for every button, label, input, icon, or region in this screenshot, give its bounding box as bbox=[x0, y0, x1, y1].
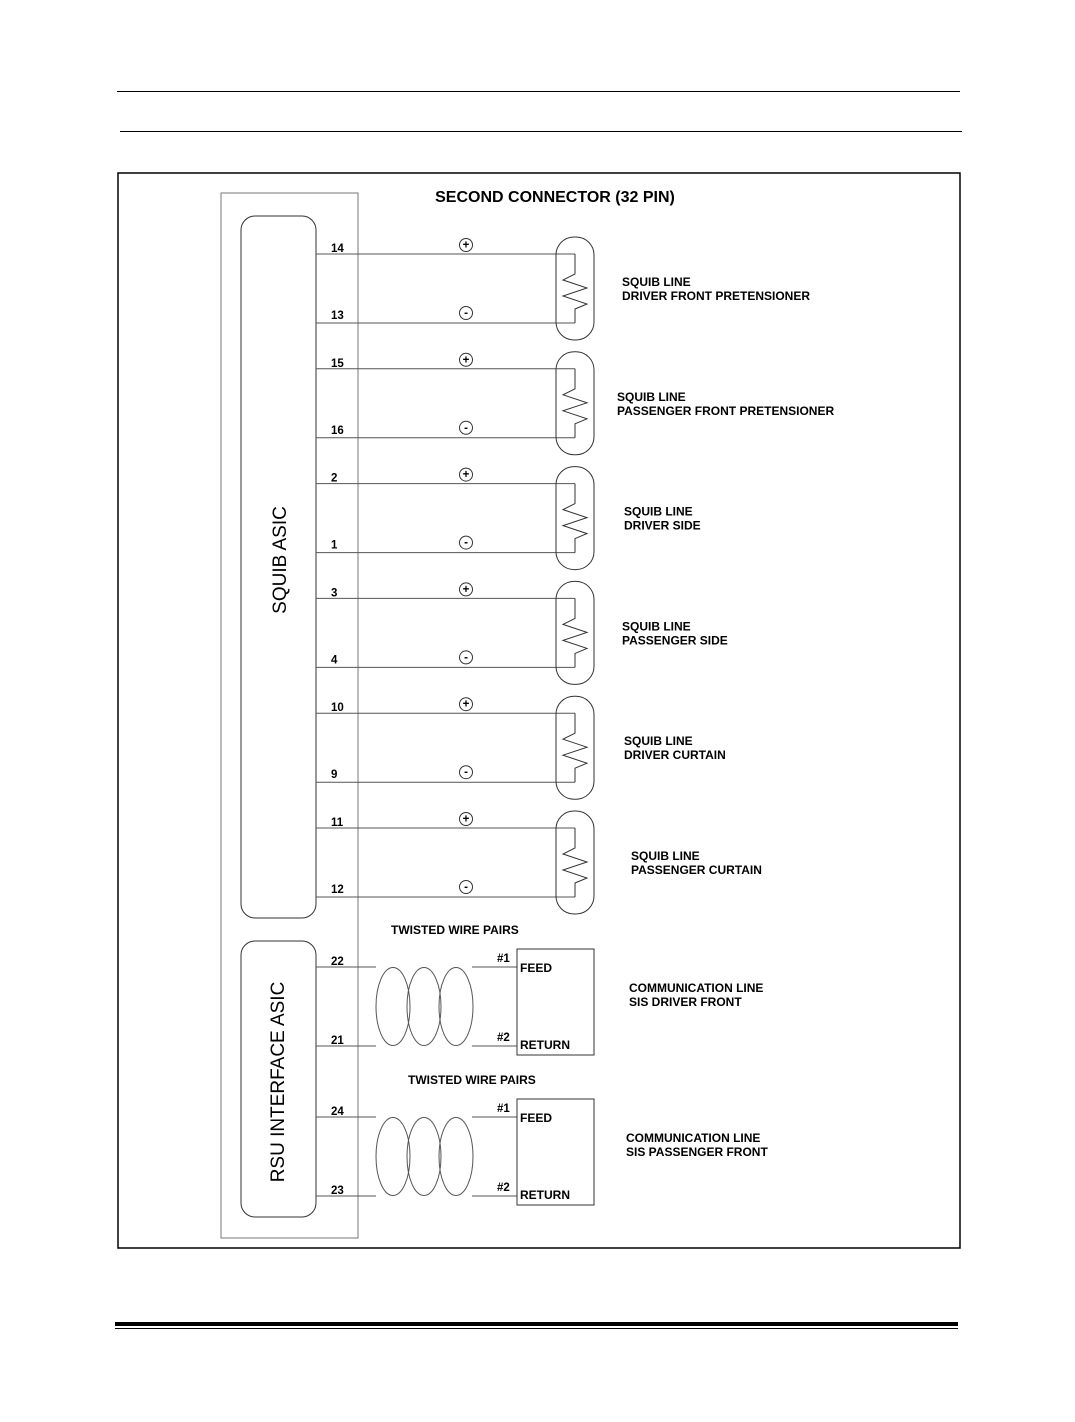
communication-line-label: COMMUNICATION LINE bbox=[626, 1131, 761, 1145]
communication-circuit bbox=[316, 1073, 768, 1205]
plus-sign: + bbox=[462, 469, 470, 482]
squib-circuit bbox=[316, 237, 810, 340]
pin-number: 21 bbox=[331, 1035, 344, 1047]
diagram-title: SECOND CONNECTOR (32 PIN) bbox=[435, 189, 675, 206]
resistor-icon bbox=[563, 713, 587, 782]
pin-number: 2 bbox=[331, 472, 338, 485]
squib-line-description: PASSENGER FRONT PRETENSIONER bbox=[617, 403, 835, 418]
twisted-pair-loop bbox=[376, 1118, 410, 1196]
minus-sign: - bbox=[464, 881, 468, 894]
pin-number: 16 bbox=[331, 424, 344, 437]
pin-number: 1 bbox=[331, 539, 338, 552]
squib-body bbox=[556, 696, 594, 799]
resistor-icon bbox=[563, 369, 587, 438]
pin-number: 23 bbox=[331, 1185, 344, 1197]
twisted-pairs-header: TWISTED WIRE PAIRS bbox=[391, 923, 519, 937]
pin-number: 24 bbox=[331, 1106, 344, 1118]
squib-line-label: SQUIB LINE bbox=[622, 619, 691, 634]
communication-line-description: SIS PASSENGER FRONT bbox=[626, 1145, 768, 1159]
pin-number: 15 bbox=[331, 357, 344, 370]
squib-line-description: DRIVER FRONT PRETENSIONER bbox=[622, 289, 811, 303]
resistor-icon bbox=[563, 484, 587, 553]
pin-number: 4 bbox=[331, 654, 338, 667]
squib-asic-label: SQUIB ASIC bbox=[270, 506, 291, 614]
squib-body bbox=[556, 467, 594, 570]
plus-sign: + bbox=[462, 239, 470, 252]
plus-sign: + bbox=[462, 583, 470, 596]
terminal-label: #1 bbox=[497, 953, 510, 965]
return-label: RETURN bbox=[520, 1038, 570, 1052]
squib-line-description: DRIVER CURTAIN bbox=[624, 748, 726, 763]
communication-line-description: SIS DRIVER FRONT bbox=[629, 995, 742, 1009]
terminal-label: #1 bbox=[497, 1103, 510, 1115]
communication-line-label: COMMUNICATION LINE bbox=[629, 981, 764, 995]
pin-number: 11 bbox=[331, 817, 344, 829]
twisted-pair-loop bbox=[376, 968, 410, 1046]
terminal-label: #2 bbox=[497, 1032, 510, 1044]
twisted-pair-loop bbox=[439, 968, 473, 1046]
squib-circuit bbox=[316, 352, 834, 455]
squib-line-label: SQUIB LINE bbox=[624, 734, 693, 749]
return-label: RETURN bbox=[520, 1188, 570, 1202]
communication-circuit bbox=[316, 923, 763, 1055]
pin-number: 12 bbox=[331, 884, 344, 896]
terminal-label: #2 bbox=[497, 1182, 510, 1194]
squib-line-label: SQUIB LINE bbox=[631, 849, 700, 863]
squib-line-label: SQUIB LINE bbox=[624, 504, 693, 519]
squib-line-description: PASSENGER CURTAIN bbox=[631, 863, 762, 877]
squib-circuit bbox=[316, 696, 726, 799]
resistor-icon bbox=[563, 254, 587, 323]
resistor-icon bbox=[563, 598, 587, 667]
minus-sign: - bbox=[464, 766, 468, 779]
pin-number: 14 bbox=[331, 243, 344, 255]
twisted-pair-loop bbox=[407, 1118, 441, 1196]
plus-sign: + bbox=[462, 813, 470, 826]
squib-line-label: SQUIB LINE bbox=[622, 275, 691, 289]
squib-line-description: PASSENGER SIDE bbox=[622, 633, 728, 648]
squib-body bbox=[556, 352, 594, 455]
squib-circuit bbox=[316, 811, 762, 914]
squib-body bbox=[556, 237, 594, 340]
pin-number: 10 bbox=[331, 702, 344, 715]
twisted-pairs-header: TWISTED WIRE PAIRS bbox=[408, 1073, 536, 1087]
pin-number: 22 bbox=[331, 956, 344, 968]
feed-label: FEED bbox=[520, 1111, 553, 1125]
rsu-asic-label: RSU INTERFACE ASIC bbox=[268, 981, 289, 1183]
squib-body bbox=[556, 581, 594, 684]
twisted-pair-loop bbox=[439, 1118, 473, 1196]
feed-label: FEED bbox=[520, 961, 553, 975]
pin-number: 13 bbox=[331, 310, 344, 322]
module-housing bbox=[221, 193, 358, 1238]
minus-sign: - bbox=[464, 422, 468, 435]
squib-circuit bbox=[316, 581, 728, 684]
minus-sign: - bbox=[464, 307, 468, 320]
squib-body bbox=[556, 811, 594, 914]
squib-line-description: DRIVER SIDE bbox=[624, 518, 701, 533]
squib-circuit bbox=[316, 467, 701, 570]
twisted-pair-loop bbox=[407, 968, 441, 1046]
plus-sign: + bbox=[462, 698, 470, 711]
minus-sign: - bbox=[464, 537, 468, 550]
diagram-frame bbox=[118, 173, 960, 1248]
communication-circuits bbox=[316, 923, 768, 1205]
squib-line-label: SQUIB LINE bbox=[617, 389, 686, 404]
pin-number: 3 bbox=[331, 587, 338, 600]
pin-number: 9 bbox=[331, 769, 338, 782]
plus-sign: + bbox=[462, 354, 470, 367]
resistor-icon bbox=[563, 828, 587, 897]
minus-sign: - bbox=[464, 651, 468, 664]
squib-circuits bbox=[316, 237, 834, 914]
